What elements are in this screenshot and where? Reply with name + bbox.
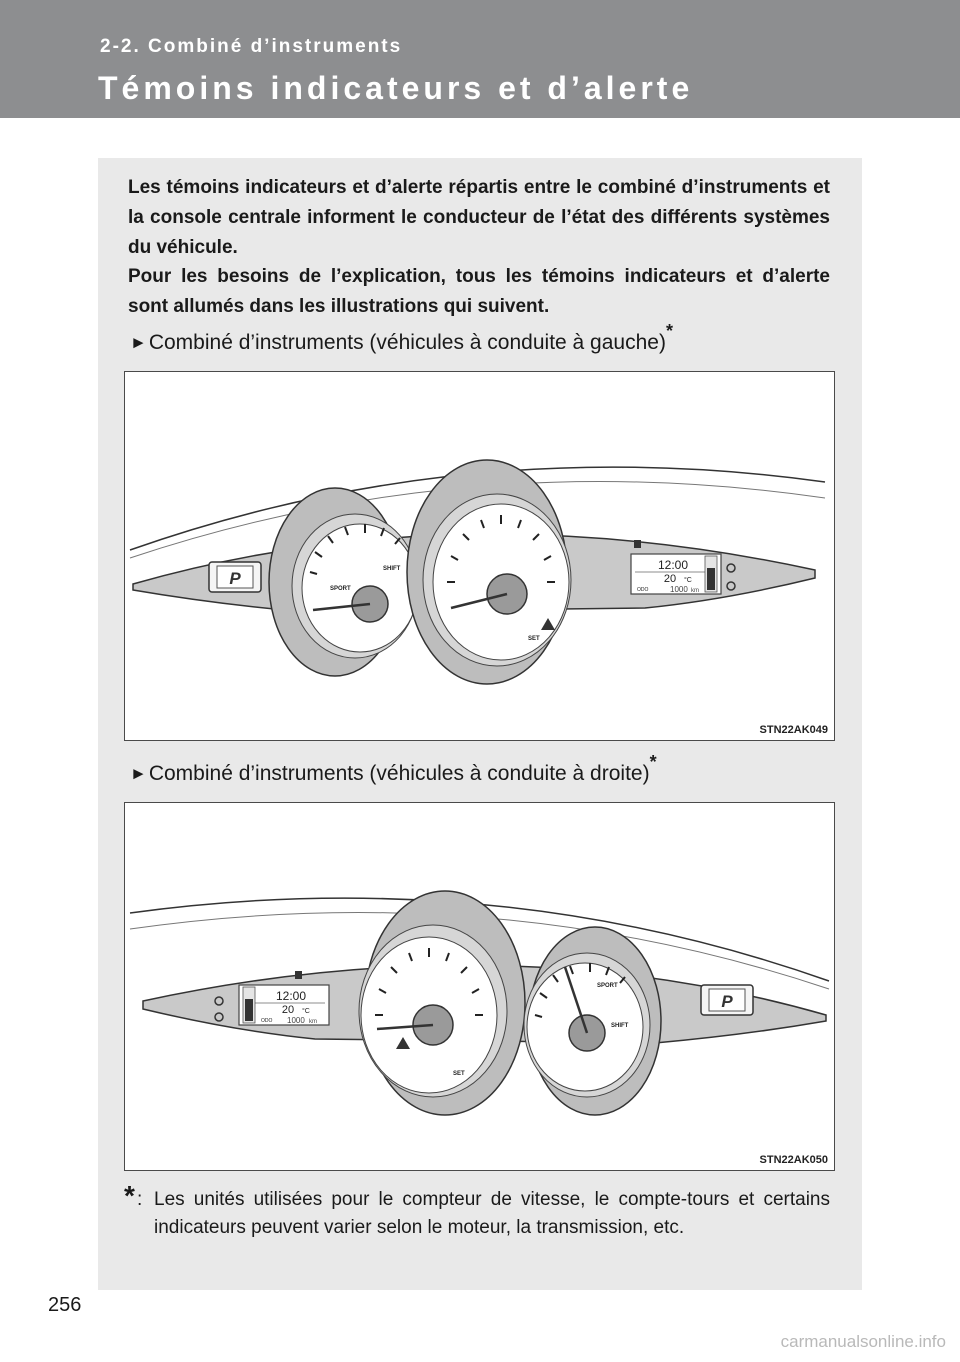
odometer-unit: km [691, 588, 699, 594]
clock-readout: 12:00 [657, 558, 689, 572]
sport-label: SPORT [597, 983, 618, 989]
caption-text: Combiné d’instruments (véhicules à conduite à gauche) [148, 331, 666, 354]
gear-position-indicator [701, 985, 753, 1015]
page-number: 256 [48, 1294, 82, 1316]
clock-readout: 12:00 [275, 989, 307, 1003]
set-label: SET [453, 1071, 465, 1077]
page-title: Témoins indicateurs et d’alerte [98, 70, 694, 106]
instrument-cluster-drawing-rhd [125, 803, 834, 1170]
tachometer-dial [302, 524, 418, 652]
intro-paragraph-2: Pour les besoins de l’explication, tous les témoins indicateurs et d’alerte sont allumés dans les illustrations qui suivent. [128, 266, 830, 317]
temperature-readout: 20 [281, 1004, 295, 1016]
asterisk-marker: * [649, 752, 657, 772]
footnote-colon: : [137, 1189, 143, 1210]
figure-caption-right-hand-drive [130, 752, 657, 786]
figure-code: STN22AK049 [759, 724, 828, 736]
gear-label: P [229, 569, 241, 588]
multi-information-display [239, 985, 329, 1025]
footnote [124, 1180, 830, 1242]
caption-text: Combiné d’instruments (véhicules à conduite à droite) [148, 762, 650, 785]
sport-label: SPORT [330, 586, 351, 592]
fuel-pump-icon [634, 540, 641, 548]
odometer-label: ODO [637, 587, 649, 593]
fuel-gauge-fill [245, 999, 253, 1021]
multi-information-display [631, 554, 721, 594]
footnote-text: Les unités utilisées pour le compteur de vitesse, le compte-tours et certains indicateurs peuvent varier selon le moteur, la transmission, etc. [154, 1189, 830, 1238]
fuel-gauge-fill [707, 568, 715, 590]
watermark-link[interactable]: carmanualsonline.info [780, 1332, 946, 1351]
temperature-unit: °C [302, 1008, 310, 1015]
figure-code: STN22AK050 [759, 1154, 828, 1166]
section-label: 2-2. Combiné d’instruments [100, 36, 403, 57]
gear-label: P [721, 992, 733, 1011]
instrument-cluster-drawing-lhd [125, 372, 834, 740]
fuel-pump-icon [295, 971, 302, 979]
figure-caption-left-hand-drive [130, 321, 673, 355]
triangle-bullet-icon: ► [130, 333, 147, 352]
page-header [0, 0, 960, 118]
shift-label: SHIFT [611, 1023, 629, 1029]
temperature-readout: 20 [663, 573, 677, 585]
shift-label: SHIFT [383, 566, 401, 572]
gear-position-indicator [209, 562, 261, 592]
triangle-bullet-icon: ► [130, 764, 147, 783]
odometer-readout: 1000 [670, 585, 688, 594]
odometer-unit: km [309, 1019, 317, 1025]
intro-paragraph-1: Les témoins indicateurs et d’alerte répartis entre le combiné d’instruments et la console centrale informent le conducteur de l’état des différents systèmes du véhicule. [128, 177, 830, 258]
set-label: SET [528, 636, 540, 642]
odometer-label: ODO [261, 1018, 273, 1024]
instrument-cluster-figure-rhd [124, 802, 835, 1171]
asterisk-marker: * [665, 321, 673, 341]
temperature-unit: °C [684, 577, 692, 584]
instrument-cluster-figure-lhd [124, 371, 835, 741]
odometer-readout: 1000 [287, 1016, 305, 1025]
footnote-asterisk: * [124, 1180, 135, 1211]
